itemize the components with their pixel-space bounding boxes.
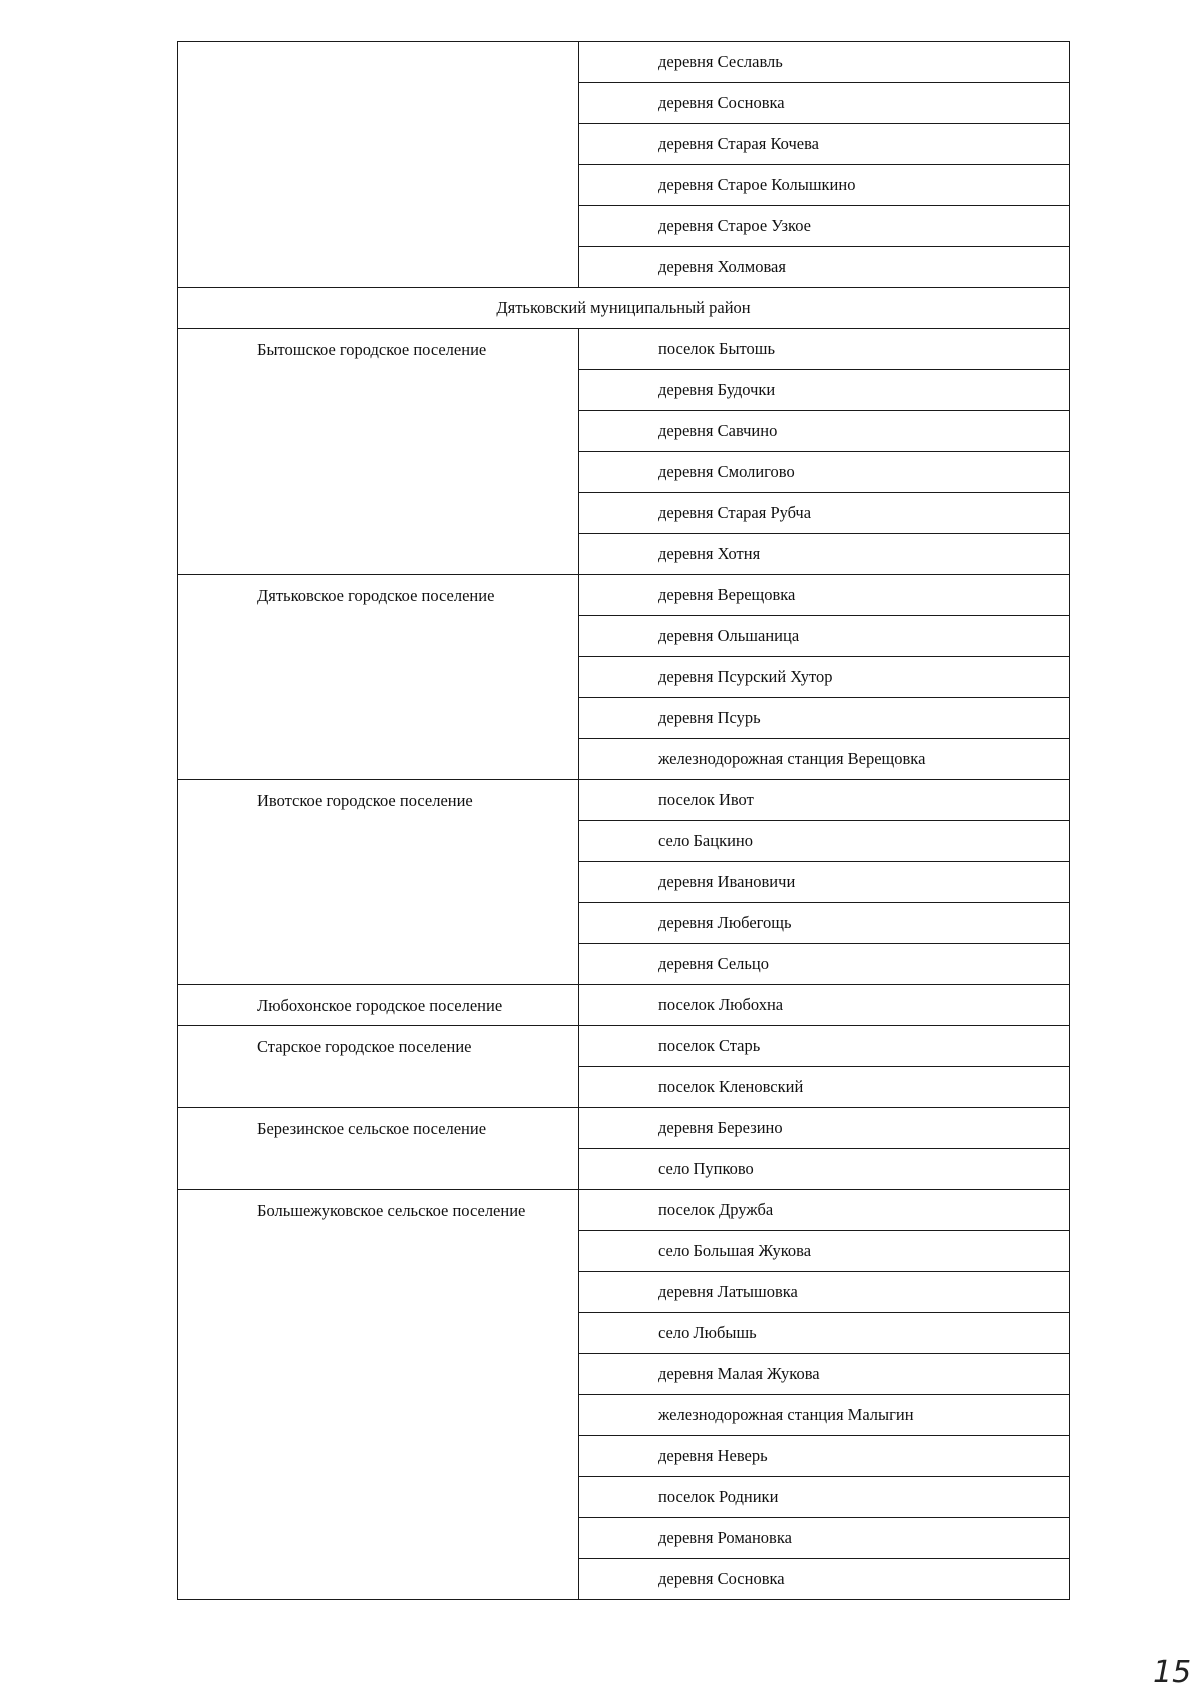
- settlement-name: Дятьковское городское поселение: [178, 575, 579, 780]
- settlement-name: [178, 42, 579, 288]
- locality-name: деревня Ивановичи: [579, 862, 1070, 903]
- locality-name: деревня Смолигово: [579, 452, 1070, 493]
- locality-name: деревня Сельцо: [579, 944, 1070, 985]
- table-row: [178, 575, 1070, 616]
- locality-name: поселок Родники: [579, 1477, 1070, 1518]
- locality-name: село Пупково: [579, 1149, 1070, 1190]
- locality-name: деревня Старое Узкое: [579, 206, 1070, 247]
- table-row: [178, 42, 1070, 83]
- table-row: [178, 1190, 1070, 1231]
- table-row: [178, 329, 1070, 370]
- settlement-name: Старское городское поселение: [178, 1026, 579, 1108]
- locality-name: поселок Ивот: [579, 780, 1070, 821]
- locality-name: деревня Верещовка: [579, 575, 1070, 616]
- locality-name: деревня Псурский Хутор: [579, 657, 1070, 698]
- table-body: [178, 42, 1070, 1600]
- locality-name: деревня Старая Кочева: [579, 124, 1070, 165]
- settlement-name: Бытошское городское поселение: [178, 329, 579, 575]
- locality-name: деревня Старая Рубча: [579, 493, 1070, 534]
- locality-name: село Любышь: [579, 1313, 1070, 1354]
- locality-name: деревня Будочки: [579, 370, 1070, 411]
- settlement-name: Ивотское городское поселение: [178, 780, 579, 985]
- locality-name: деревня Холмовая: [579, 247, 1070, 288]
- locality-name: поселок Бытошь: [579, 329, 1070, 370]
- settlements-table: [177, 41, 1070, 1600]
- locality-name: деревня Романовка: [579, 1518, 1070, 1559]
- settlement-name: Березинское сельское поселение: [178, 1108, 579, 1190]
- locality-name: поселок Дружба: [579, 1190, 1070, 1231]
- settlement-name: Любохонское городское поселение: [178, 985, 579, 1026]
- locality-name: село Большая Жукова: [579, 1231, 1070, 1272]
- locality-name: поселок Старь: [579, 1026, 1070, 1067]
- locality-name: деревня Неверь: [579, 1436, 1070, 1477]
- locality-name: деревня Хотня: [579, 534, 1070, 575]
- locality-name: поселок Любохна: [579, 985, 1070, 1026]
- locality-name: село Бацкино: [579, 821, 1070, 862]
- locality-name: железнодорожная станция Малыгин: [579, 1395, 1070, 1436]
- locality-name: деревня Старое Колышкино: [579, 165, 1070, 206]
- locality-name: деревня Сосновка: [579, 83, 1070, 124]
- locality-name: деревня Сеславль: [579, 42, 1070, 83]
- locality-name: железнодорожная станция Верещовка: [579, 739, 1070, 780]
- table-row: [178, 780, 1070, 821]
- locality-name: деревня Любегощь: [579, 903, 1070, 944]
- settlement-name: Большежуковское сельское поселение: [178, 1190, 579, 1600]
- locality-name: деревня Березино: [579, 1108, 1070, 1149]
- page-number: 15: [1153, 1655, 1192, 1690]
- district-row: [178, 288, 1070, 329]
- locality-name: деревня Ольшаница: [579, 616, 1070, 657]
- locality-name: деревня Савчино: [579, 411, 1070, 452]
- locality-name: деревня Малая Жукова: [579, 1354, 1070, 1395]
- table-row: [178, 1026, 1070, 1067]
- table-row: [178, 1108, 1070, 1149]
- locality-name: поселок Кленовский: [579, 1067, 1070, 1108]
- district-title: Дятьковский муниципальный район: [178, 288, 1070, 329]
- locality-name: деревня Латышовка: [579, 1272, 1070, 1313]
- locality-name: деревня Сосновка: [579, 1559, 1070, 1600]
- table-row: [178, 985, 1070, 1026]
- locality-name: деревня Псурь: [579, 698, 1070, 739]
